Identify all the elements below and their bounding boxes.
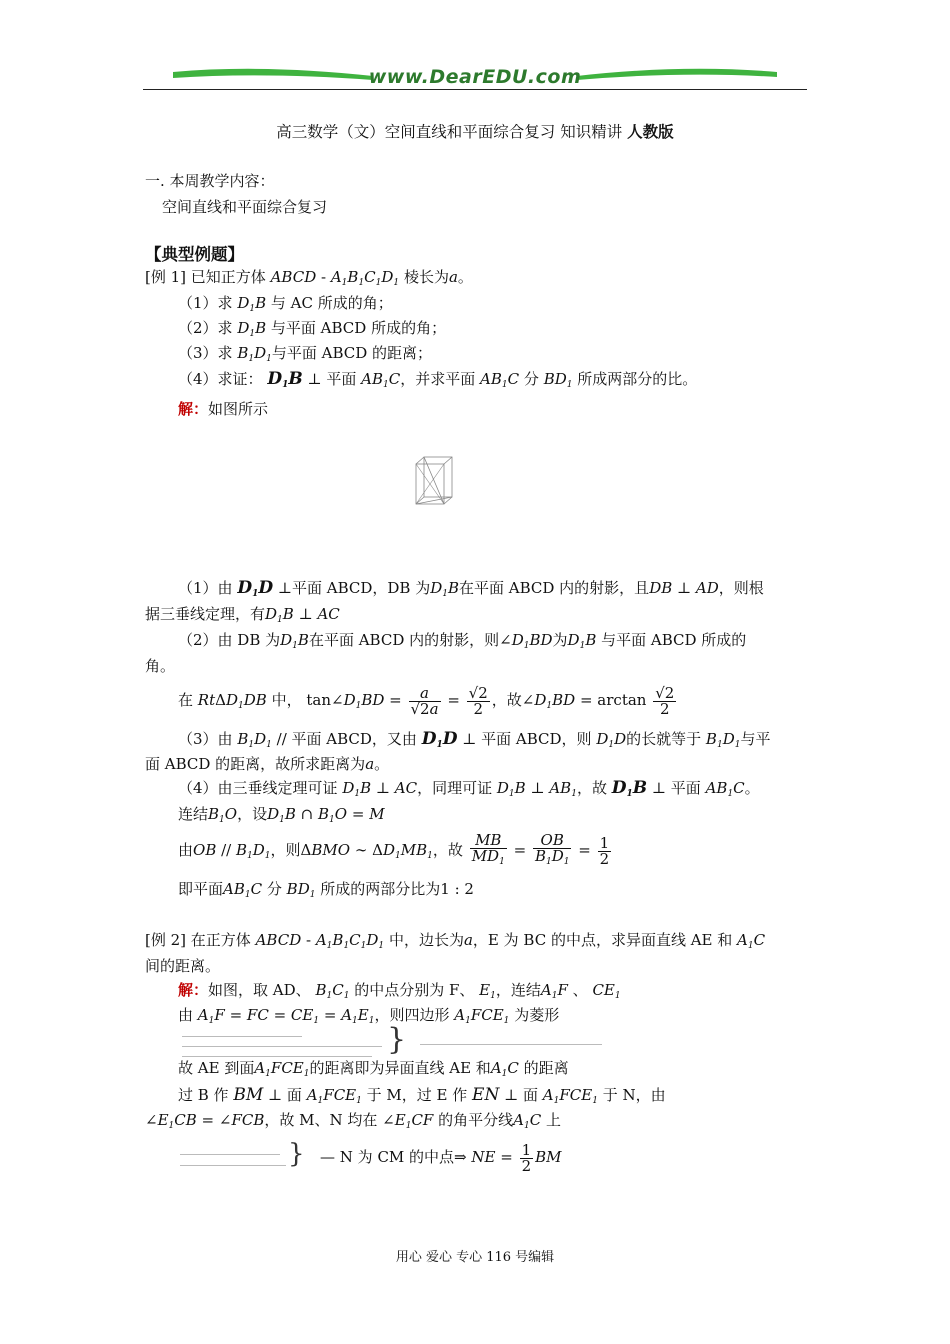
ex1-s1: （1）由 $D_1D$ ⊥平面 ABCD，DB 为$D_1B$在平面 ABCD 内的射影，且DB ⊥ AD，则根	[178, 578, 764, 599]
ex2-solution-6: — N 为 CM 的中点⇒ NE = $\frac{1}{2}$ BM	[320, 1140, 562, 1175]
ex2-solution-5: $\angle E_1CB$ = ∠FCB，故 M、N 均在 $\angle E_1CF$ 的角平分线$A_1C$ 上	[145, 1111, 561, 1131]
ex1-q2: （2）求 $D_1B$ 与平面 ABCD 所成的角；	[178, 319, 447, 339]
ex2-solution-3: 故 AE 到面$A_1FCE_1$的距离即为异面直线 AE 和$A_1C$ 的距离	[178, 1059, 569, 1079]
ex1-s4: （4）由三垂线定理可证 $D_1B$ ⊥ AC，同理可证 $D_1B$ ⊥ $AB_1$，故 $D_1B$ ⊥ 平面 $AB_1C$。	[178, 778, 760, 799]
cube-figure	[412, 452, 454, 510]
section1-content: 空间直线和平面综合复习	[162, 198, 328, 216]
ex1-s4-join: 连结$B_1O$，设$D_1B$ ∩ $B_1O = M$	[178, 805, 385, 825]
ex1-s4-ratio: 由OB // $B_1D_1$，则ΔBMO ∼ $\Delta D_1MB_1$，故 $\frac{MB}{MD_1}$ = $\frac{OB}{B_1D_1}$ = $\frac{1}{2}$	[178, 830, 610, 868]
ex1-q3: （3）求 $B_1D_1$与平面 ABCD 的距离；	[178, 344, 433, 364]
ex1-s2-cont: 角。	[145, 657, 176, 675]
ex2-solution-2: 由 $A_1F$ = FC = $CE_1 = A_1E_1$，则四边形 $A_1FCE_1$ 为菱形	[178, 1006, 560, 1026]
ex1-q1: （1）求 $D_1B$ 与 AC 所成的角；	[178, 294, 393, 314]
page-title: 高三数学（文）空间直线和平面综合复习 知识精讲 人教版	[276, 122, 674, 141]
ex2-statement: [例 2] 在正方体 ABCD - $A_1B_1C_1D_1$ 中，边长为a，E 为 BC 的中点，求异面直线 AE 和 $A_1C$	[145, 931, 766, 951]
ex1-s2: （2）由 DB 为$D_1B$在平面 ABCD 内的射影，则$\angle D_1BD$为$D_1B$ 与平面 ABCD 所成的	[178, 631, 747, 651]
section2-heading: 【典型例题】	[145, 245, 244, 264]
ex2-derivation-image: }	[182, 1027, 602, 1057]
ex1-statement: [例 1] 已知正方体 ABCD - $A_1B_1C_1D_1$ 棱长为a。	[145, 268, 473, 288]
ex1-conclusion: 即平面$AB_1C$ 分 $BD_1$ 所成的两部分比为1 : 2	[178, 880, 474, 900]
ex2-midpoint-image: }	[180, 1145, 320, 1169]
ex1-q4: （4）求证： $D_1B$ ⊥ 平面 $AB_1C$，并求平面 $AB_1C$ 分 $BD_1$ 所成两部分的比。	[178, 369, 698, 390]
ex1-solution-intro: 解：如图所示	[178, 400, 269, 418]
page-footer: 用心 爱心 专心 116 号编辑	[395, 1250, 555, 1265]
header-rule	[143, 89, 807, 90]
section1-heading: 一. 本周教学内容：	[145, 172, 275, 190]
ex1-s1-cont: 据三垂线定理，有$D_1B$ ⊥ AC	[145, 605, 340, 625]
ex1-s3-cont: 面 ABCD 的距离，故所求距离为a。	[145, 755, 390, 773]
ex1-s2-formula: 在 RtΔD$_1$DB 中， $\tan\angle D_1BD$ = $\frac{a}{√2a}$ = $\frac{√2}{2}$ ，故$\angle D_1BD = \arctan$ $\frac{√2}{2}$	[178, 683, 675, 718]
site-logo[interactable]: www.DearEDU.com	[368, 66, 582, 88]
ex1-s3: （3）由 $B_1D_1$ // 平面 ABCD，又由 $D_1D$ ⊥ 平面 ABCD，则 $D_1D$的长就等于 $B_1D_1$与平	[178, 729, 771, 750]
ex2-solution-1: 解：如图，取 AD、 $B_1C_1$ 的中点分别为 F、 $E_1$，连结$A_1F$ 、 $CE_1$	[178, 981, 621, 1001]
site-header	[143, 62, 807, 92]
ex2-solution-4: 过 B 作 BM ⊥ 面 $A_1FCE_1$ 于 M，过 E 作 EN ⊥ 面 $A_1FCE_1$ 于 N，由	[178, 1085, 666, 1106]
ex2-statement-cont: 间的距离。	[145, 957, 221, 975]
